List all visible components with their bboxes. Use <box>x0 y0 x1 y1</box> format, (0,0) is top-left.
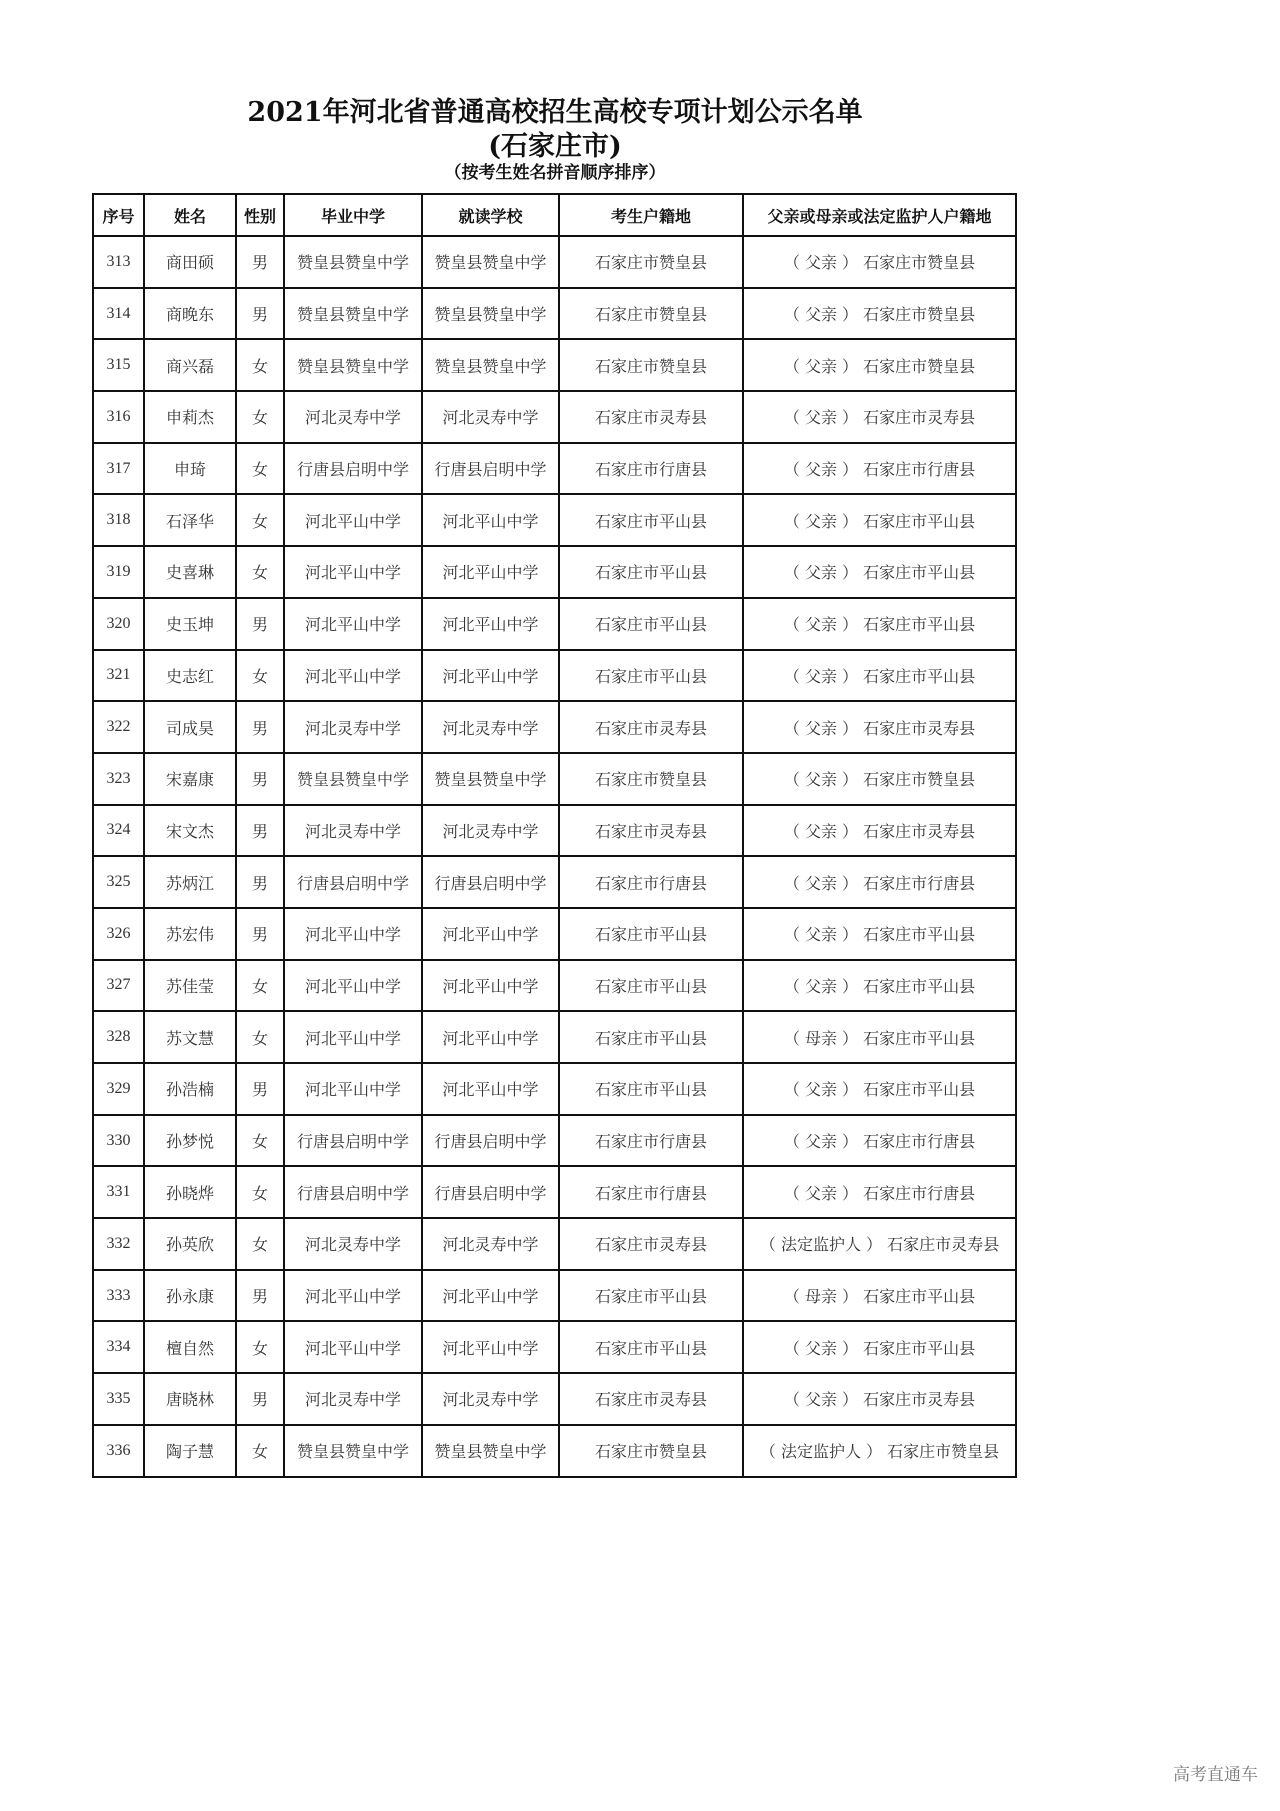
cell-current-school: 河北平山中学 <box>422 494 559 546</box>
cell-current-school: 赞皇县赞皇中学 <box>422 1425 559 1477</box>
cell-guardian-residence: （ 父亲 ） 石家庄市行唐县 <box>743 1115 1016 1167</box>
cell-guardian-residence: （ 父亲 ） 石家庄市行唐县 <box>743 856 1016 908</box>
cell-serial: 319 <box>93 546 144 598</box>
cell-grad-school: 河北平山中学 <box>284 1270 422 1322</box>
table-row <box>93 598 1016 650</box>
table-row <box>93 805 1016 857</box>
table-row <box>93 1218 1016 1270</box>
table-header-row <box>93 194 1016 236</box>
sort-note: （按考生姓名拼音顺序排序） <box>444 163 666 183</box>
cell-gender: 男 <box>236 856 284 908</box>
roster-table <box>92 193 1017 1478</box>
cell-residence: 石家庄市灵寿县 <box>559 701 743 753</box>
cell-guardian-residence: （ 父亲 ） 石家庄市平山县 <box>743 1321 1016 1373</box>
cell-gender: 男 <box>236 908 284 960</box>
table-row <box>93 1115 1016 1167</box>
cell-name: 申琦 <box>144 443 236 495</box>
cell-current-school: 河北平山中学 <box>422 1063 559 1115</box>
cell-residence: 石家庄市平山县 <box>559 908 743 960</box>
document-title: 2021年河北省普通高校招生高校专项计划公示名单 <box>247 97 863 128</box>
cell-name: 孙永康 <box>144 1270 236 1322</box>
cell-residence: 石家庄市行唐县 <box>559 1166 743 1218</box>
header-serial: 序号 <box>93 194 144 236</box>
cell-name: 苏文慧 <box>144 1011 236 1063</box>
cell-serial: 327 <box>93 960 144 1012</box>
cell-residence: 石家庄市行唐县 <box>559 443 743 495</box>
cell-name: 苏宏伟 <box>144 908 236 960</box>
cell-guardian-residence: （ 父亲 ） 石家庄市行唐县 <box>743 1166 1016 1218</box>
cell-serial: 314 <box>93 288 144 340</box>
cell-guardian-residence: （ 父亲 ） 石家庄市灵寿县 <box>743 1373 1016 1425</box>
cell-current-school: 河北灵寿中学 <box>422 805 559 857</box>
cell-residence: 石家庄市行唐县 <box>559 856 743 908</box>
cell-residence: 石家庄市赞皇县 <box>559 288 743 340</box>
cell-grad-school: 赞皇县赞皇中学 <box>284 339 422 391</box>
cell-guardian-residence: （ 父亲 ） 石家庄市平山县 <box>743 546 1016 598</box>
cell-current-school: 赞皇县赞皇中学 <box>422 339 559 391</box>
cell-grad-school: 行唐县启明中学 <box>284 443 422 495</box>
cell-current-school: 行唐县启明中学 <box>422 856 559 908</box>
cell-name: 商田硕 <box>144 236 236 288</box>
table-row <box>93 856 1016 908</box>
cell-guardian-residence: （ 母亲 ） 石家庄市平山县 <box>743 1011 1016 1063</box>
cell-grad-school: 河北平山中学 <box>284 1063 422 1115</box>
cell-serial: 324 <box>93 805 144 857</box>
cell-grad-school: 河北灵寿中学 <box>284 805 422 857</box>
cell-name: 商晚东 <box>144 288 236 340</box>
cell-grad-school: 河北平山中学 <box>284 1321 422 1373</box>
table-row <box>93 288 1016 340</box>
table-row <box>93 650 1016 702</box>
cell-residence: 石家庄市灵寿县 <box>559 1373 743 1425</box>
cell-current-school: 赞皇县赞皇中学 <box>422 753 559 805</box>
cell-current-school: 河北平山中学 <box>422 1011 559 1063</box>
cell-serial: 329 <box>93 1063 144 1115</box>
cell-serial: 334 <box>93 1321 144 1373</box>
cell-current-school: 赞皇县赞皇中学 <box>422 288 559 340</box>
cell-current-school: 河北平山中学 <box>422 546 559 598</box>
cell-current-school: 行唐县启明中学 <box>422 1115 559 1167</box>
cell-gender: 女 <box>236 443 284 495</box>
cell-serial: 333 <box>93 1270 144 1322</box>
cell-grad-school: 河北平山中学 <box>284 598 422 650</box>
cell-name: 孙英欣 <box>144 1218 236 1270</box>
cell-name: 史玉坤 <box>144 598 236 650</box>
cell-guardian-residence: （ 法定监护人 ） 石家庄市赞皇县 <box>743 1425 1016 1477</box>
header-current-school: 就读学校 <box>422 194 559 236</box>
cell-residence: 石家庄市平山县 <box>559 960 743 1012</box>
cell-residence: 石家庄市赞皇县 <box>559 339 743 391</box>
cell-grad-school: 行唐县启明中学 <box>284 1166 422 1218</box>
cell-gender: 女 <box>236 339 284 391</box>
cell-gender: 女 <box>236 494 284 546</box>
table-row <box>93 443 1016 495</box>
cell-gender: 女 <box>236 1011 284 1063</box>
cell-name: 唐晓林 <box>144 1373 236 1425</box>
cell-grad-school: 赞皇县赞皇中学 <box>284 1425 422 1477</box>
cell-gender: 女 <box>236 1115 284 1167</box>
cell-current-school: 河北平山中学 <box>422 1270 559 1322</box>
cell-gender: 男 <box>236 805 284 857</box>
watermark: 高考直通车 <box>1173 1765 1258 1785</box>
header-guardian-residence: 父亲或母亲或法定监护人户籍地 <box>743 194 1016 236</box>
cell-gender: 女 <box>236 1166 284 1218</box>
table-row <box>93 1321 1016 1373</box>
cell-grad-school: 河北灵寿中学 <box>284 1218 422 1270</box>
cell-guardian-residence: （ 母亲 ） 石家庄市平山县 <box>743 1270 1016 1322</box>
cell-guardian-residence: （ 父亲 ） 石家庄市平山县 <box>743 598 1016 650</box>
header-residence: 考生户籍地 <box>559 194 743 236</box>
cell-grad-school: 河北灵寿中学 <box>284 701 422 753</box>
table-row <box>93 1011 1016 1063</box>
cell-current-school: 河北灵寿中学 <box>422 391 559 443</box>
cell-serial: 313 <box>93 236 144 288</box>
cell-name: 苏炳江 <box>144 856 236 908</box>
cell-current-school: 赞皇县赞皇中学 <box>422 236 559 288</box>
cell-guardian-residence: （ 父亲 ） 石家庄市灵寿县 <box>743 805 1016 857</box>
cell-residence: 石家庄市灵寿县 <box>559 391 743 443</box>
cell-gender: 女 <box>236 1218 284 1270</box>
cell-serial: 325 <box>93 856 144 908</box>
cell-guardian-residence: （ 父亲 ） 石家庄市赞皇县 <box>743 339 1016 391</box>
cell-guardian-residence: （ 父亲 ） 石家庄市赞皇县 <box>743 288 1016 340</box>
table-row <box>93 339 1016 391</box>
cell-grad-school: 河北灵寿中学 <box>284 1373 422 1425</box>
cell-current-school: 河北平山中学 <box>422 598 559 650</box>
cell-gender: 男 <box>236 701 284 753</box>
cell-name: 宋嘉康 <box>144 753 236 805</box>
table-row <box>93 546 1016 598</box>
cell-gender: 男 <box>236 288 284 340</box>
cell-current-school: 河北灵寿中学 <box>422 1373 559 1425</box>
cell-name: 孙梦悦 <box>144 1115 236 1167</box>
cell-residence: 石家庄市平山县 <box>559 1063 743 1115</box>
cell-serial: 323 <box>93 753 144 805</box>
cell-gender: 男 <box>236 1063 284 1115</box>
cell-name: 史喜琳 <box>144 546 236 598</box>
cell-guardian-residence: （ 法定监护人 ） 石家庄市灵寿县 <box>743 1218 1016 1270</box>
cell-name: 陶子慧 <box>144 1425 236 1477</box>
cell-gender: 女 <box>236 960 284 1012</box>
cell-current-school: 河北平山中学 <box>422 1321 559 1373</box>
cell-residence: 石家庄市灵寿县 <box>559 805 743 857</box>
cell-grad-school: 河北平山中学 <box>284 650 422 702</box>
cell-serial: 330 <box>93 1115 144 1167</box>
cell-residence: 石家庄市灵寿县 <box>559 1218 743 1270</box>
cell-current-school: 河北灵寿中学 <box>422 1218 559 1270</box>
cell-grad-school: 河北平山中学 <box>284 960 422 1012</box>
cell-gender: 男 <box>236 236 284 288</box>
cell-residence: 石家庄市平山县 <box>559 1011 743 1063</box>
cell-gender: 女 <box>236 1321 284 1373</box>
cell-gender: 女 <box>236 546 284 598</box>
table-row <box>93 1166 1016 1218</box>
cell-serial: 332 <box>93 1218 144 1270</box>
cell-grad-school: 行唐县启明中学 <box>284 856 422 908</box>
cell-serial: 336 <box>93 1425 144 1477</box>
cell-name: 苏佳莹 <box>144 960 236 1012</box>
table-row <box>93 1373 1016 1425</box>
cell-serial: 318 <box>93 494 144 546</box>
cell-residence: 石家庄市行唐县 <box>559 1115 743 1167</box>
cell-serial: 321 <box>93 650 144 702</box>
cell-guardian-residence: （ 父亲 ） 石家庄市行唐县 <box>743 443 1016 495</box>
cell-name: 商兴磊 <box>144 339 236 391</box>
cell-gender: 男 <box>236 1373 284 1425</box>
cell-residence: 石家庄市平山县 <box>559 1321 743 1373</box>
cell-grad-school: 河北平山中学 <box>284 908 422 960</box>
cell-residence: 石家庄市平山县 <box>559 1270 743 1322</box>
cell-grad-school: 河北平山中学 <box>284 1011 422 1063</box>
cell-current-school: 河北平山中学 <box>422 960 559 1012</box>
cell-name: 孙浩楠 <box>144 1063 236 1115</box>
cell-grad-school: 赞皇县赞皇中学 <box>284 753 422 805</box>
header-grad-school: 毕业中学 <box>284 194 422 236</box>
table-row <box>93 701 1016 753</box>
cell-residence: 石家庄市赞皇县 <box>559 1425 743 1477</box>
cell-guardian-residence: （ 父亲 ） 石家庄市平山县 <box>743 494 1016 546</box>
cell-grad-school: 赞皇县赞皇中学 <box>284 236 422 288</box>
cell-current-school: 河北平山中学 <box>422 650 559 702</box>
cell-grad-school: 河北平山中学 <box>284 494 422 546</box>
cell-serial: 315 <box>93 339 144 391</box>
cell-serial: 320 <box>93 598 144 650</box>
cell-current-school: 河北平山中学 <box>422 908 559 960</box>
cell-name: 宋文杰 <box>144 805 236 857</box>
cell-serial: 335 <box>93 1373 144 1425</box>
header-name: 姓名 <box>144 194 236 236</box>
cell-name: 孙晓烨 <box>144 1166 236 1218</box>
cell-current-school: 行唐县启明中学 <box>422 1166 559 1218</box>
table-row <box>93 1063 1016 1115</box>
table-row <box>93 908 1016 960</box>
cell-serial: 316 <box>93 391 144 443</box>
cell-gender: 女 <box>236 391 284 443</box>
cell-name: 申莉杰 <box>144 391 236 443</box>
cell-grad-school: 赞皇县赞皇中学 <box>284 288 422 340</box>
cell-grad-school: 河北灵寿中学 <box>284 391 422 443</box>
cell-serial: 331 <box>93 1166 144 1218</box>
cell-residence: 石家庄市平山县 <box>559 598 743 650</box>
cell-current-school: 河北灵寿中学 <box>422 701 559 753</box>
cell-residence: 石家庄市平山县 <box>559 546 743 598</box>
cell-residence: 石家庄市赞皇县 <box>559 236 743 288</box>
cell-serial: 322 <box>93 701 144 753</box>
table-row <box>93 960 1016 1012</box>
cell-residence: 石家庄市平山县 <box>559 650 743 702</box>
cell-guardian-residence: （ 父亲 ） 石家庄市灵寿县 <box>743 701 1016 753</box>
cell-guardian-residence: （ 父亲 ） 石家庄市赞皇县 <box>743 236 1016 288</box>
document-subtitle: (石家庄市) <box>488 131 622 162</box>
table-row <box>93 391 1016 443</box>
cell-name: 石泽华 <box>144 494 236 546</box>
table-row <box>93 236 1016 288</box>
cell-serial: 326 <box>93 908 144 960</box>
table-row <box>93 1270 1016 1322</box>
cell-grad-school: 行唐县启明中学 <box>284 1115 422 1167</box>
cell-gender: 女 <box>236 1425 284 1477</box>
cell-guardian-residence: （ 父亲 ） 石家庄市平山县 <box>743 650 1016 702</box>
cell-gender: 男 <box>236 753 284 805</box>
cell-residence: 石家庄市平山县 <box>559 494 743 546</box>
cell-current-school: 行唐县启明中学 <box>422 443 559 495</box>
cell-gender: 男 <box>236 598 284 650</box>
cell-name: 史志红 <box>144 650 236 702</box>
cell-serial: 328 <box>93 1011 144 1063</box>
cell-guardian-residence: （ 父亲 ） 石家庄市平山县 <box>743 1063 1016 1115</box>
cell-residence: 石家庄市赞皇县 <box>559 753 743 805</box>
table-row <box>93 494 1016 546</box>
cell-guardian-residence: （ 父亲 ） 石家庄市平山县 <box>743 908 1016 960</box>
table-row <box>93 1425 1016 1477</box>
table-row <box>93 753 1016 805</box>
cell-guardian-residence: （ 父亲 ） 石家庄市平山县 <box>743 960 1016 1012</box>
cell-guardian-residence: （ 父亲 ） 石家庄市灵寿县 <box>743 391 1016 443</box>
cell-name: 司成昊 <box>144 701 236 753</box>
cell-serial: 317 <box>93 443 144 495</box>
cell-gender: 女 <box>236 650 284 702</box>
cell-name: 檀自然 <box>144 1321 236 1373</box>
cell-grad-school: 河北平山中学 <box>284 546 422 598</box>
header-gender: 性别 <box>236 194 284 236</box>
cell-guardian-residence: （ 父亲 ） 石家庄市赞皇县 <box>743 753 1016 805</box>
cell-gender: 男 <box>236 1270 284 1322</box>
